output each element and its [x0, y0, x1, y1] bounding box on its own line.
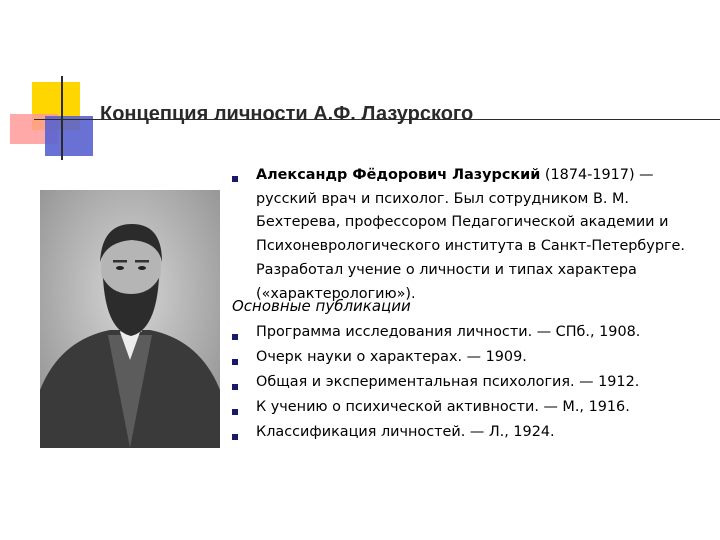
publication-item: Программа исследования личности. — СПб., 1908. — [256, 324, 641, 340]
bio-name: Александр Фёдорович Лазурский — [256, 167, 541, 183]
publications-heading: Основные публикации — [232, 297, 411, 315]
publication-item: Очерк науки о характерах. — 1909. — [256, 349, 527, 365]
slide-title: Концепция личности А.Ф. Лазурского — [100, 103, 474, 125]
square-bullet-icon — [232, 409, 238, 415]
portrait-photo — [40, 190, 220, 448]
square-bullet-icon — [232, 176, 238, 182]
decor-blue-square — [45, 116, 93, 156]
bio-paragraph — [256, 164, 696, 306]
publication-item: К учению о психической активности. — М., 1916. — [256, 399, 630, 415]
bio-text: (1874-1917) — русский врач и психолог. Был сотрудником В. М. Бехтерева, профессором Педагогической академии и Психоневрологического института в Санкт-Петербурге. Разработал учение о личности и типах характера («характерологию»). — [256, 167, 685, 302]
publication-item: Классификация личностей. — Л., 1924. — [256, 424, 555, 440]
square-bullet-icon — [232, 384, 238, 390]
square-bullet-icon — [232, 359, 238, 365]
square-bullet-icon — [232, 334, 238, 340]
publication-item: Общая и экспериментальная психология. — 1912. — [256, 374, 640, 390]
decor-vertical-line — [61, 76, 63, 160]
square-bullet-icon — [232, 434, 238, 440]
